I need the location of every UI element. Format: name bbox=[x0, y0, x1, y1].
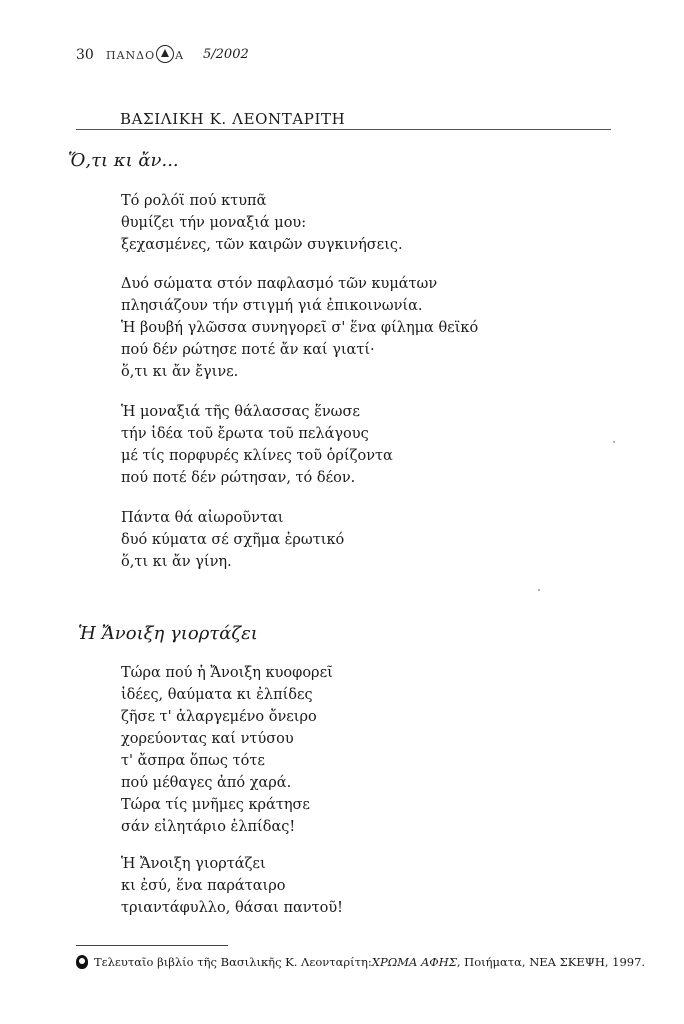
page-number: 30 bbox=[76, 47, 94, 63]
footnote-book-title: ΧΡΩΜΑ ΑΦΗΣ bbox=[371, 955, 457, 969]
footnote-prefix: Τελευταῖο βιβλίο τῆς Βασιλικῆς Κ. Λεονταρίτη: bbox=[94, 955, 372, 969]
verse-line: χορεύοντας καί ντύσου bbox=[121, 731, 294, 747]
verse-line: πού ποτέ δέν ρώτησαν, τό δέον. bbox=[121, 470, 356, 486]
verse-line: κι ἐσύ, ἕνα παράταιρο bbox=[121, 878, 286, 894]
verse-line: πλησιάζουν τήν στιγμή γιά ἐπικοινωνία. bbox=[121, 298, 423, 314]
stanza bbox=[121, 853, 343, 919]
verse-line: ζῆσε τ' ἀλαργεμένο ὄνειρο bbox=[121, 709, 317, 725]
verse-line: Πάντα θά αἰωροῦνται bbox=[121, 510, 284, 526]
stanza bbox=[121, 662, 333, 838]
verse-line: Τό ρολόϊ πού κτυπᾶ bbox=[121, 193, 267, 209]
scan-speck bbox=[613, 441, 615, 443]
verse-line: Ἡ Ἄνοιξη γιορτάζει bbox=[121, 856, 266, 872]
issue-number: 5/2002 bbox=[203, 47, 249, 62]
verse-line: Δυό σώματα στόν παφλασμό τῶν κυμάτων bbox=[121, 276, 438, 292]
verse-line: Τώρα πού ἡ Ἄνοιξη κυοφορεῖ bbox=[121, 665, 333, 681]
verse-line: ξεχασμένες, τῶν καιρῶν συγκινήσεις. bbox=[121, 237, 403, 253]
verse-line: δυό κύματα σέ σχῆμα ἐρωτικό bbox=[121, 532, 345, 548]
header-rule bbox=[76, 129, 611, 130]
verse-line: πού δέν ρώτησε ποτέ ἄν καί γιατί· bbox=[121, 342, 375, 358]
stanza bbox=[121, 273, 478, 383]
journal-name-left: ΠΑΝΔΟ bbox=[106, 48, 156, 62]
verse-line: σάν εἰλητάριο ἐλπίδας! bbox=[121, 819, 296, 835]
verse-line: ὅ,τι κι ἄν ἔγινε. bbox=[121, 364, 239, 380]
stanza bbox=[121, 507, 344, 573]
poem-title: Ἡ Ἄνοιξη γιορτάζει bbox=[78, 623, 258, 644]
journal-logo-icon bbox=[76, 955, 88, 969]
journal-name-right: Α bbox=[175, 48, 185, 62]
footnote-rule bbox=[76, 945, 228, 946]
verse-line: ἰδέες, θαύματα κι ἐλπίδες bbox=[121, 687, 313, 703]
verse-line: Ἡ βουβή γλῶσσα συνηγορεῖ σ' ἕνα φίλημα θεϊκό bbox=[121, 320, 479, 336]
verse-line: θυμίζει τήν μοναξιά μου: bbox=[121, 215, 307, 231]
verse-line: τήν ἰδέα τοῦ ἔρωτα τοῦ πελάγους bbox=[121, 426, 369, 442]
verse-line: ὅ,τι κι ἄν γίνη. bbox=[121, 554, 232, 570]
scan-speck bbox=[538, 589, 540, 591]
journal-name bbox=[106, 46, 184, 64]
verse-line: τ' ἄσπρα ὅπως τότε bbox=[121, 753, 265, 769]
poem-title: Ὅ,τι κι ἄν... bbox=[68, 150, 179, 171]
verse-line: πού μέθαγες ἀπό χαρά. bbox=[121, 775, 292, 791]
journal-emblem-icon bbox=[156, 45, 174, 63]
footnote-suffix: , Ποιήματα, ΝΕΑ ΣΚΕΨΗ, 1997. bbox=[456, 955, 646, 969]
verse-line: μέ τίς πορφυρές κλίνες τοῦ ὁρίζοντα bbox=[121, 448, 393, 464]
verse-line: Τώρα τίς μνῆμες κράτησε bbox=[121, 797, 310, 813]
verse-line: τριαντάφυλλο, θάσαι παντοῦ! bbox=[121, 900, 343, 916]
stanza bbox=[121, 401, 393, 489]
stanza bbox=[121, 190, 403, 256]
footnote bbox=[76, 955, 645, 969]
verse-line: Ἡ μοναξιά τῆς θάλασσας ἕνωσε bbox=[121, 404, 360, 420]
author-name: ΒΑΣΙΛΙΚΗ Κ. ΛΕΟΝΤΑΡΙΤΗ bbox=[120, 110, 346, 128]
